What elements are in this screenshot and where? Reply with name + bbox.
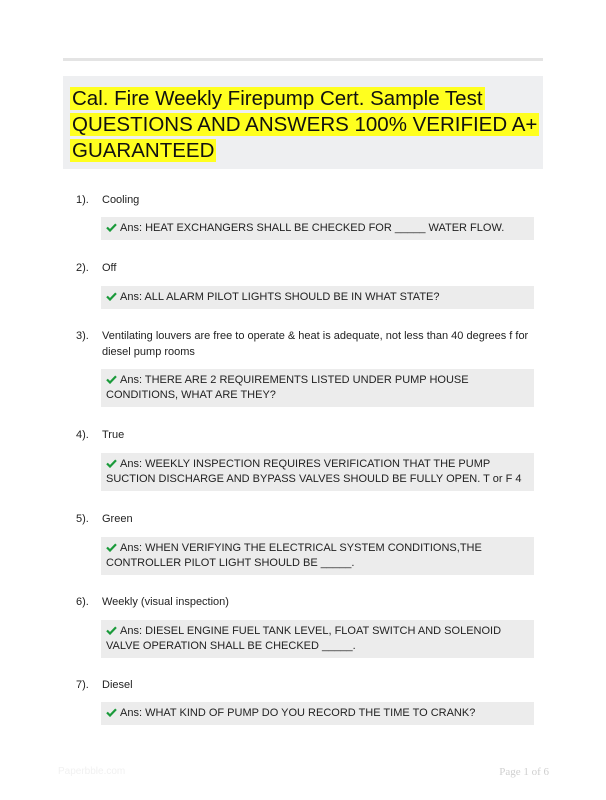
question-number: 7).: [76, 679, 89, 691]
answer-box: [101, 453, 534, 491]
answer-text: Ans: ALL ALARM PILOT LIGHTS SHOULD BE IN WHAT STATE?: [120, 291, 440, 303]
answer-box: [101, 537, 534, 575]
question-text: Off: [102, 262, 117, 274]
title-line-2: QUESTIONS AND ANSWERS 100% VERIFIED A+: [72, 113, 538, 136]
check-icon: [106, 459, 117, 468]
check-icon: [106, 708, 117, 717]
answer-text: Ans: HEAT EXCHANGERS SHALL BE CHECKED FOR _____ WATER FLOW.: [120, 222, 505, 234]
page-indicator: Page 1 of 6: [499, 766, 549, 778]
title-line-1: Cal. Fire Weekly Firepump Cert. Sample Test: [72, 87, 483, 110]
check-icon: [106, 375, 117, 384]
answer-box: [101, 702, 534, 725]
answer-box: [101, 620, 534, 658]
question-number: 6).: [76, 596, 89, 608]
check-icon: [106, 626, 117, 635]
question-number: 4).: [76, 429, 89, 441]
answer-box: [101, 286, 534, 309]
footer-watermark: Paperbble.com: [58, 766, 126, 777]
question-text: Cooling: [102, 194, 140, 206]
question-text: Ventilating louvers are free to operate & heat is adequate, not less than 40 degrees f for diesel pump rooms: [102, 330, 529, 358]
title-line-3: GUARANTEED: [72, 139, 215, 162]
question-text: True: [102, 429, 125, 441]
answer-text: Ans: WEEKLY INSPECTION REQUIRES VERIFICATION THAT THE PUMP SUCTION DISCHARGE AND BYPASS VALVES SHOULD BE FULLY OPEN. T or F 4: [106, 458, 522, 485]
check-icon: [106, 292, 117, 301]
check-icon: [106, 543, 117, 552]
question-number: 3).: [76, 330, 89, 342]
question-text: Weekly (visual inspection): [102, 596, 229, 608]
answer-box: [101, 369, 534, 407]
top-divider: [63, 58, 543, 61]
answer-text: Ans: WHAT KIND OF PUMP DO YOU RECORD THE TIME TO CRANK?: [120, 707, 476, 719]
check-icon: [106, 223, 117, 232]
answer-text: Ans: THERE ARE 2 REQUIREMENTS LISTED UNDER PUMP HOUSE CONDITIONS, WHAT ARE THEY?: [106, 374, 469, 401]
answer-text: Ans: WHEN VERIFYING THE ELECTRICAL SYSTEM CONDITIONS,THE CONTROLLER PILOT LIGHT SHOULD BE _____.: [106, 542, 482, 569]
question-text: Green: [102, 513, 133, 525]
answer-box: [101, 217, 534, 240]
answer-text: Ans: DIESEL ENGINE FUEL TANK LEVEL, FLOAT SWITCH AND SOLENOID VALVE OPERATION SHALL BE CHECKED _____.: [106, 625, 502, 652]
question-number: 2).: [76, 262, 89, 274]
question-number: 1).: [76, 194, 89, 206]
question-number: 5).: [76, 513, 89, 525]
question-text: Diesel: [102, 679, 133, 691]
document-title: [70, 86, 540, 164]
